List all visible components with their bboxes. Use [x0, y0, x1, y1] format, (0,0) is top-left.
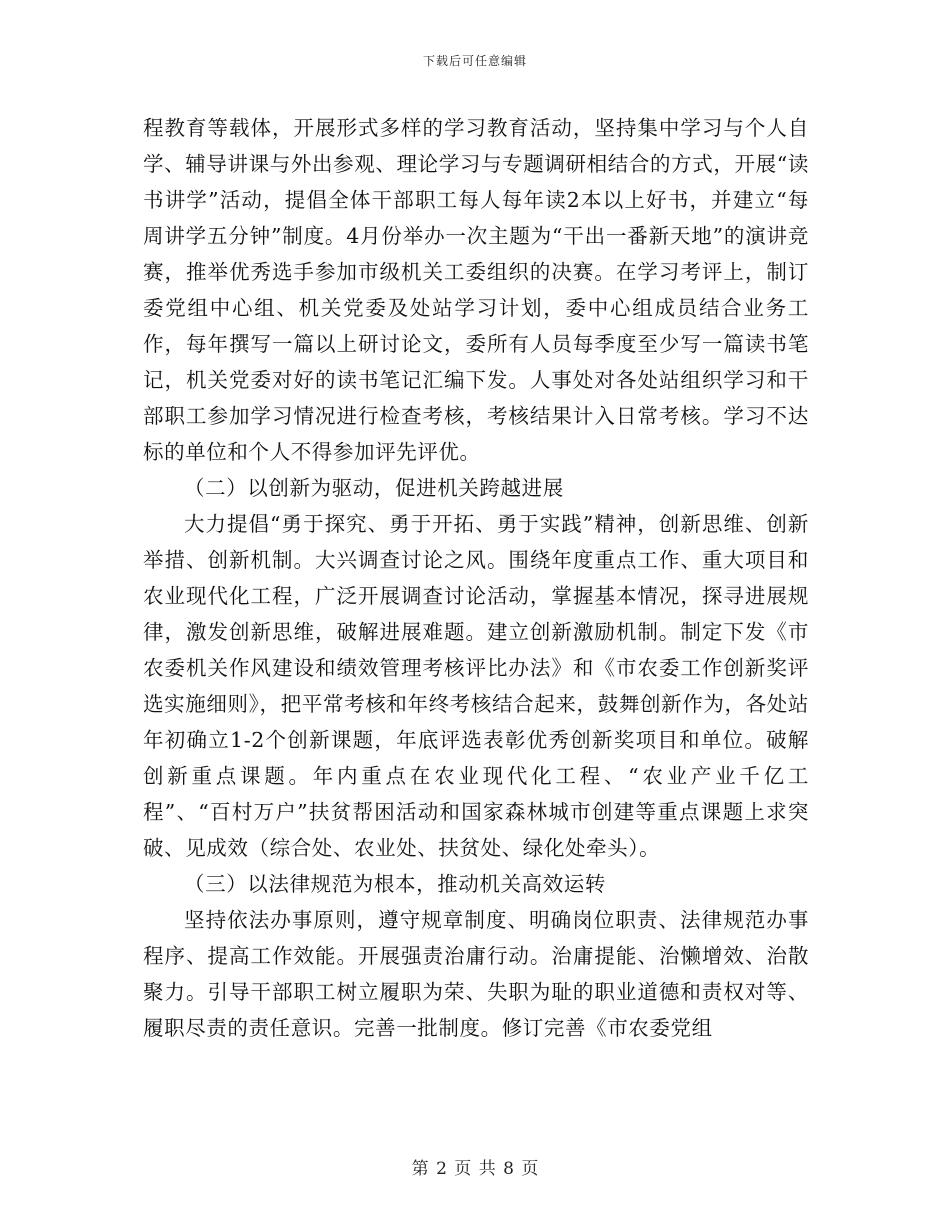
section-heading-2: （二）以创新为驱动，促进机关跨越进展	[184, 476, 564, 500]
paragraph-section-2: 大力提倡“勇于探究、勇于开拓、勇于实践”精神，创新思维、创新举措、创新机制。大兴调查讨论之风。围绕年度重点工作、重大项目和农业现代化工程，广泛开展调查讨论活动，掌握基本情况，探寻进展规律，激发创新思维，破解进展难题。建立创新激励机制。制定下发《市农委机关作风建设和绩效管理考核评比办法》和《市农委工作创新奖评选实施细则》，把平常考核和年终考核结合起来，鼓舞创新作为，各处站年初确立1-2个创新课题，年底评选表彰优秀创新奖项目和单位。破解创新重点课题。年内重点在农业现代化工程、“农业产业千亿工程”、“百村万户”扶贫帮困活动和国家森林城市创建等重点课题上求突破、见成效（综合处、农业处、扶贫处、绿化处牵头）。	[143, 512, 809, 860]
section-heading-3: （三）以法律规范为根本，推动机关高效运转	[184, 872, 606, 896]
page-number: 第 2 页 共 8 页	[411, 1159, 539, 1179]
page-header: 下载后可任意编辑	[422, 54, 527, 68]
document-body	[143, 110, 809, 1046]
paragraph-section-3: 坚持依法办事原则，遵守规章制度、明确岗位职责、法律规范办事程序、提高工作效能。开展强责治庸行动。治庸提能、治懒增效、治散聚力。引导干部职工树立履职为荣、失职为耻的职业道德和责权对等、履职尽责的责任意识。完善一批制度。修订完善《市农委党组	[143, 908, 809, 1040]
paragraph-continued: 程教育等载体，开展形式多样的学习教育活动，坚持集中学习与个人自学、辅导讲课与外出参观、理论学习与专题调研相结合的方式，开展“读书讲学”活动，提倡全体干部职工每人每年读2本以上好书，并建立“每周讲学五分钟”制度。4月份举办一次主题为“干出一番新天地”的演讲竞赛，推举优秀选手参加市级机关工委组织的决赛。在学习考评上，制订委党组中心组、机关党委及处站学习计划，委中心组成员结合业务工作，每年撰写一篇以上研讨论文，委所有人员每季度至少写一篇读书笔记，机关党委对好的读书笔记汇编下发。人事处对各处站组织学习和干部职工参加学习情况进行检查考核，考核结果计入日常考核。学习不达标的单位和个人不得参加评先评优。	[143, 116, 809, 464]
